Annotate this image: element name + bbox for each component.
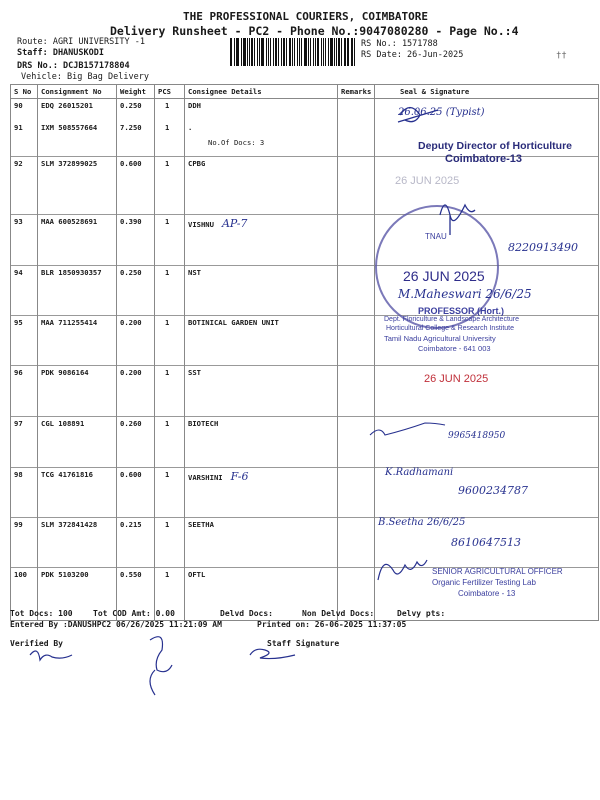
company-name: THE PROFESSIONAL COURIERS, COIMBATORE [183, 10, 429, 23]
pcs-cell-text: 1 [165, 520, 170, 529]
total-cod: Tot COD Amt: 0.00 [93, 609, 175, 618]
weight-cell-text: 7.250 [120, 122, 142, 132]
consignment-cell-text: PDK 5103200 [41, 570, 89, 579]
round-seal-center: TNAU [425, 232, 447, 241]
phone-97: 9965418950 [448, 431, 506, 441]
oftl-stamp-line3: Coimbatore - 13 [458, 589, 516, 598]
sno-cell-text: 92 [14, 159, 23, 168]
sno-cell-text: 94 [14, 268, 23, 277]
sno-cell-text: 97 [14, 419, 23, 428]
consignment-cell-text: SLM 372841428 [41, 520, 98, 529]
docs-count-note: No.Of Docs: 3 [208, 137, 265, 147]
date-stamp-red: 26 JUN 2025 [424, 373, 489, 385]
consignment-cell-text: SLM 372899025 [41, 159, 98, 168]
consignee-cell-text: DDH [188, 101, 201, 110]
consignee-cell-text: VISHNU [188, 220, 214, 229]
handwritten-annotation: F-6 [230, 470, 249, 483]
staff-label: Staff: DHANUSKODI [17, 48, 104, 58]
consignment-cell-text: BLR 1850930357 [41, 268, 102, 277]
col-weight: Weight [117, 85, 155, 99]
weight-cell-text: 0.250 [120, 268, 142, 277]
weight-cell-text: 0.200 [120, 368, 142, 377]
signer-98: K.Radhamani [385, 467, 454, 478]
professor-line2: Dept. Floriculture & Landscape Architecture [384, 316, 520, 323]
pcs-cell-text: 1 [165, 122, 170, 132]
consignee-cell-text: BIOTECH [188, 419, 219, 428]
professor-line1: PROFESSOR (Hort.) [418, 306, 505, 316]
col-pcs: PCS [155, 85, 185, 99]
phone-99: 8610647513 [451, 536, 521, 549]
non-delivered-docs: Non Delvd Docs: [302, 609, 375, 618]
phone-93: 8220913490 [508, 241, 578, 254]
sno-cell-text: 93 [14, 217, 23, 226]
rs-date: RS Date: 26-Jun-2025 [361, 50, 464, 60]
pcs-cell-text: 1 [165, 419, 170, 428]
col-sno: S No [11, 85, 38, 99]
col-seal: Seal & Signature [375, 85, 599, 99]
consignment-cell-text: TCG 41761816 [41, 470, 93, 479]
weight-cell-text: 0.390 [120, 217, 142, 226]
ddh-stamp-line1: Deputy Director of Horticulture [418, 140, 573, 152]
consignment-cell-text: MAA 711255414 [41, 318, 98, 327]
consignment-cell-text: IXM 508557664 [41, 122, 98, 132]
weight-cell-text: 0.600 [120, 470, 142, 479]
consignee-cell-text: SST [188, 368, 201, 377]
pcs-cell-text: 1 [165, 318, 170, 327]
professor-line3: Horticultural College & Research Institute [386, 325, 515, 332]
professor-line4: Tamil Nadu Agricultural University [384, 334, 496, 343]
consignee-cell-text: VARSHINI [188, 473, 223, 482]
delivered-docs: Delvd Docs: [220, 609, 273, 618]
staff-signature-label: Staff Signature [267, 639, 340, 648]
runsheet-subtitle: Delivery Runsheet - PC2 - Phone No.:9047080280 - Page No.:4 [110, 24, 519, 38]
col-consignee: Consignee Details [185, 85, 338, 99]
col-consignment: Consignment No [38, 85, 117, 99]
consignment-cell-text: PDK 9086164 [41, 368, 89, 377]
oftl-stamp-line1: SENIOR AGRICULTURAL OFFICER [432, 567, 563, 576]
sno-cell-text: 99 [14, 520, 23, 529]
consignee-cell-text: CPBG [188, 159, 206, 168]
sno-cell-text: 98 [14, 470, 23, 479]
faded-date-stamp: 26 JUN 2025 [395, 175, 460, 187]
consignment-cell-text: CGL 108891 [41, 419, 85, 428]
printed-on: Printed on: 26-06-2025 11:37:05 [257, 620, 407, 629]
consignee-cell-text: SEETHA [188, 520, 214, 529]
vehicle-label: Vehicle: Big Bag Delivery [21, 72, 149, 82]
verified-by-label: Verified By [10, 639, 63, 648]
weight-cell-text: 0.600 [120, 159, 142, 168]
pcs-cell-text: 1 [165, 159, 170, 168]
consignee-cell-text: . [188, 122, 193, 132]
signer-99: B.Seetha 26/6/25 [378, 517, 466, 528]
sno-cell-text: 95 [14, 318, 23, 327]
ddh-stamp-line2: Coimbatore-13 [445, 153, 523, 165]
pcs-cell-text: 1 [165, 368, 170, 377]
weight-cell-text: 0.215 [120, 520, 142, 529]
consignment-cell-text: EDQ 26015201 [41, 101, 93, 110]
entered-by: Entered By :DANUSHPC2 06/26/2025 11:21:09 AM [10, 620, 222, 629]
weight-cell-text: 0.260 [120, 419, 142, 428]
consignee-cell-text: OFTL [188, 570, 206, 579]
corner-mark: †† [556, 51, 567, 61]
pcs-cell-text: 1 [165, 268, 170, 277]
weight-cell-text: 0.250 [120, 101, 142, 110]
route-label: Route: AGRI UNIVERSITY -1 [17, 37, 145, 47]
pcs-cell-text: 1 [165, 217, 170, 226]
sno-cell-text: 96 [14, 368, 23, 377]
consignee-cell-text: NST [188, 268, 201, 277]
pcs-cell-text: 1 [165, 570, 170, 579]
weight-cell-text: 0.200 [120, 318, 142, 327]
drs-number: DRS No.: DCJB157178804 [17, 61, 130, 71]
pcs-cell-text: 1 [165, 101, 170, 110]
total-docs: Tot Docs: 100 [10, 609, 73, 618]
signer-95: M.Maheswari 26/6/25 [398, 287, 532, 301]
consignee-cell-text: BOTINICAL GARDEN UNIT [188, 318, 279, 327]
sno-cell-text: 90 [14, 101, 23, 110]
sno-cell-text: 100 [14, 570, 27, 579]
professor-line5: Coimbatore - 641 003 [418, 344, 491, 353]
consignment-cell-text: MAA 600528691 [41, 217, 98, 226]
rs-number: RS No.: 1571788 [361, 39, 438, 49]
col-remarks: Remarks [338, 85, 375, 99]
phone-98: 9600234787 [458, 484, 528, 497]
handwritten-annotation: AP-7 [221, 217, 248, 230]
pcs-cell-text: 1 [165, 470, 170, 479]
typist-note: 26.06.25 (Typist) [398, 107, 485, 118]
oftl-stamp-line2: Organic Fertilizer Testing Lab [432, 578, 536, 587]
delivery-points: Delvy pts: [397, 609, 446, 618]
sno-cell-text: 91 [14, 122, 23, 132]
weight-cell-text: 0.550 [120, 570, 142, 579]
date-stamp-blue: 26 JUN 2025 [403, 268, 485, 284]
